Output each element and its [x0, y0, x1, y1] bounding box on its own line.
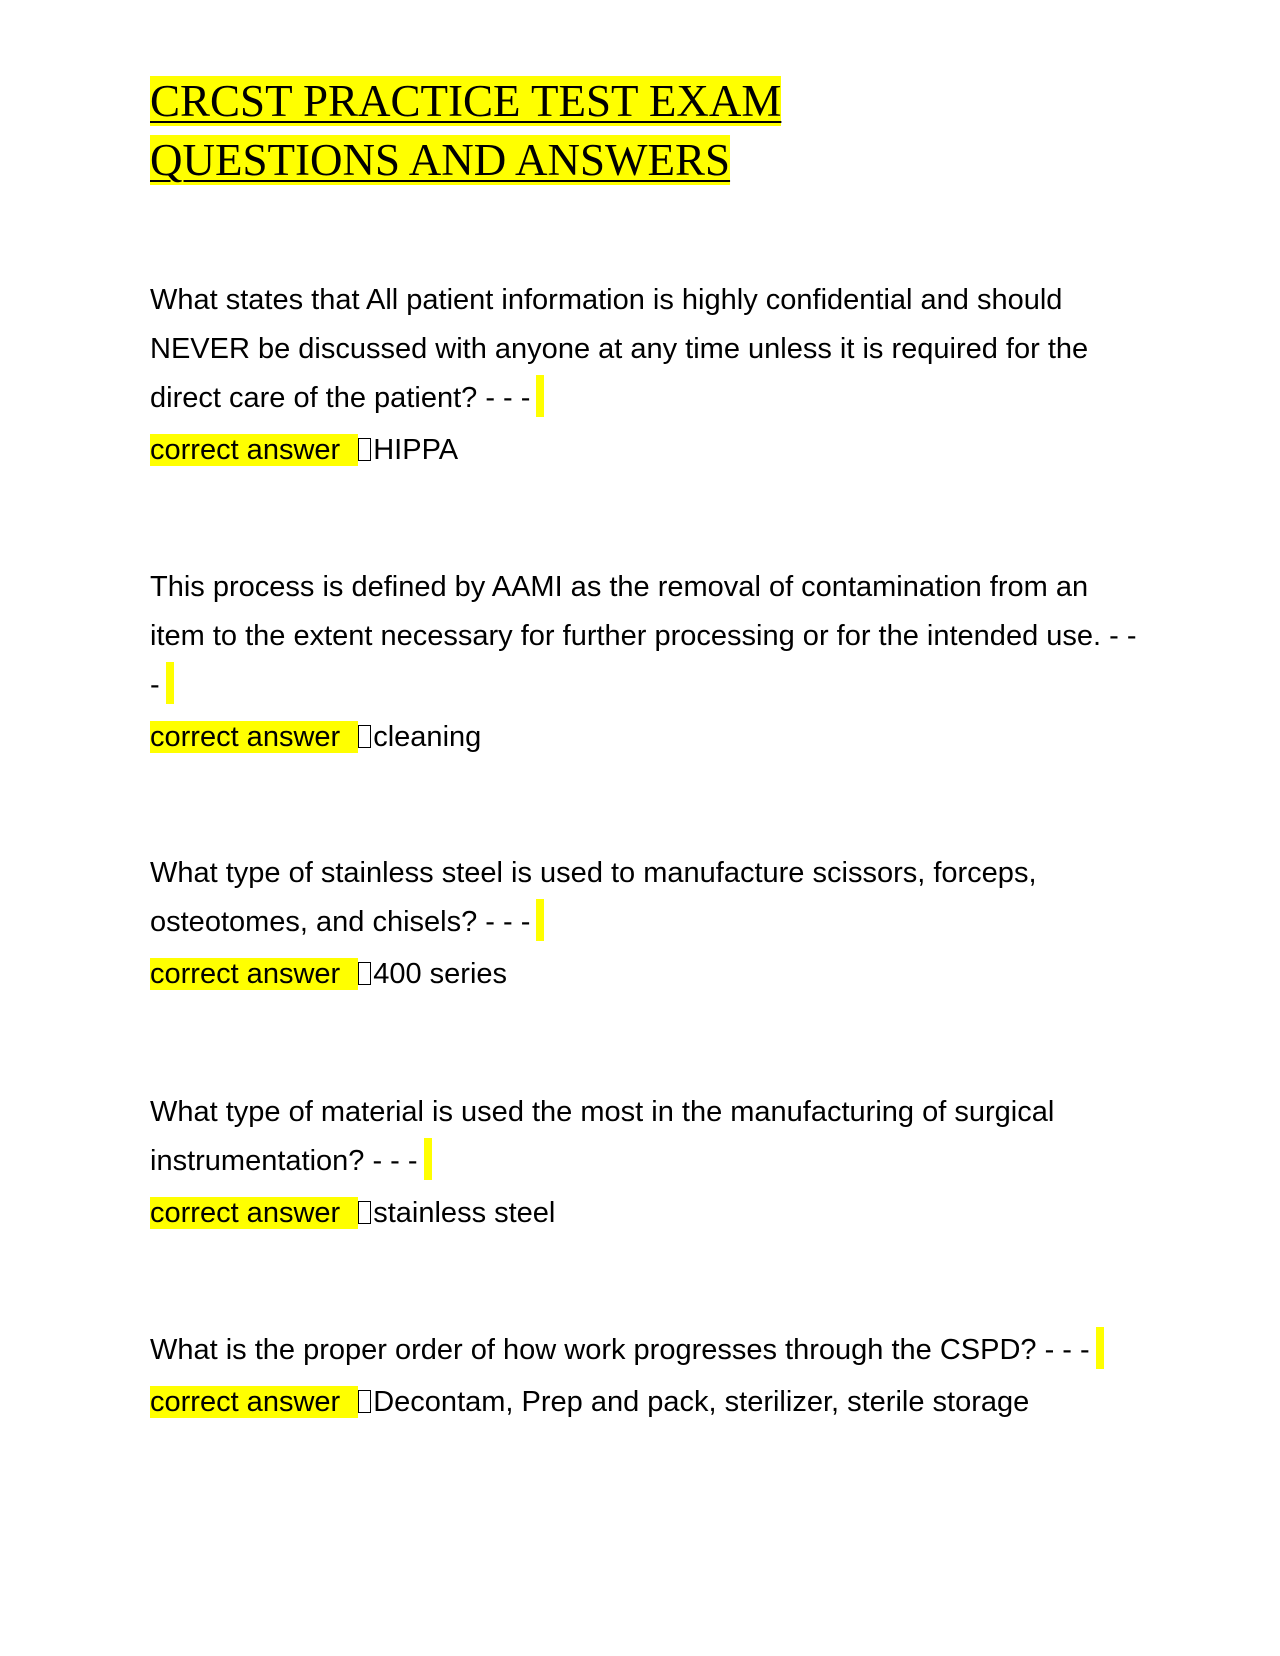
question-text: This process is defined by AAMI as the removal of contamination from an item to the extent necessary for further processing or for the intended use. - - - [150, 563, 1140, 710]
question-text: What type of material is used the most in the manufacturing of surgical instrumentation? - - - [150, 1088, 1140, 1186]
highlight-marker [536, 375, 544, 417]
answer-label: correct answer [150, 1197, 358, 1229]
question-text: What is the proper order of how work progresses through the CSPD? - - - [150, 1326, 1140, 1375]
answer-label: correct answer [150, 1386, 358, 1418]
missing-glyph-icon [358, 438, 371, 461]
answer-text: stainless steel [373, 1197, 556, 1229]
missing-glyph-icon [358, 1201, 371, 1224]
missing-glyph-icon [358, 1390, 371, 1413]
answer-line [150, 1379, 1140, 1426]
answer-label: correct answer [150, 958, 358, 990]
missing-glyph-icon [358, 725, 371, 748]
answer-text: 400 series [373, 958, 508, 990]
question-text: What states that All patient information is highly confidential and should NEVER be discussed with anyone at any time unless it is required for the direct care of the patient? - - - [150, 276, 1140, 423]
answer-label: correct answer [150, 721, 358, 753]
highlight-marker [166, 662, 174, 704]
qa-item-2 [150, 563, 1140, 761]
answer-text: cleaning [373, 721, 482, 753]
qa-item-3 [150, 849, 1140, 998]
qa-item-1 [150, 276, 1140, 474]
answer-text: Decontam, Prep and pack, sterilizer, sterile storage [373, 1386, 1030, 1418]
title-line-2: QUESTIONS AND ANSWERS [150, 135, 731, 185]
answer-label: correct answer [150, 434, 358, 466]
title-line-1: CRCST PRACTICE TEST EXAM [150, 76, 782, 126]
answer-text: HIPPA [373, 434, 459, 466]
answer-line [150, 1190, 1140, 1237]
highlight-marker [1096, 1327, 1104, 1369]
qa-item-5 [150, 1326, 1140, 1426]
question-text: What type of stainless steel is used to manufacture scissors, forceps, osteotomes, and chisels? - - - [150, 849, 1140, 947]
highlight-marker [424, 1138, 432, 1180]
missing-glyph-icon [358, 962, 371, 985]
answer-line [150, 427, 1140, 474]
highlight-marker [536, 899, 544, 941]
answer-line [150, 714, 1140, 761]
qa-item-4 [150, 1088, 1140, 1237]
document-title [150, 72, 1150, 190]
answer-line [150, 951, 1140, 998]
document-page [150, 72, 1150, 1418]
